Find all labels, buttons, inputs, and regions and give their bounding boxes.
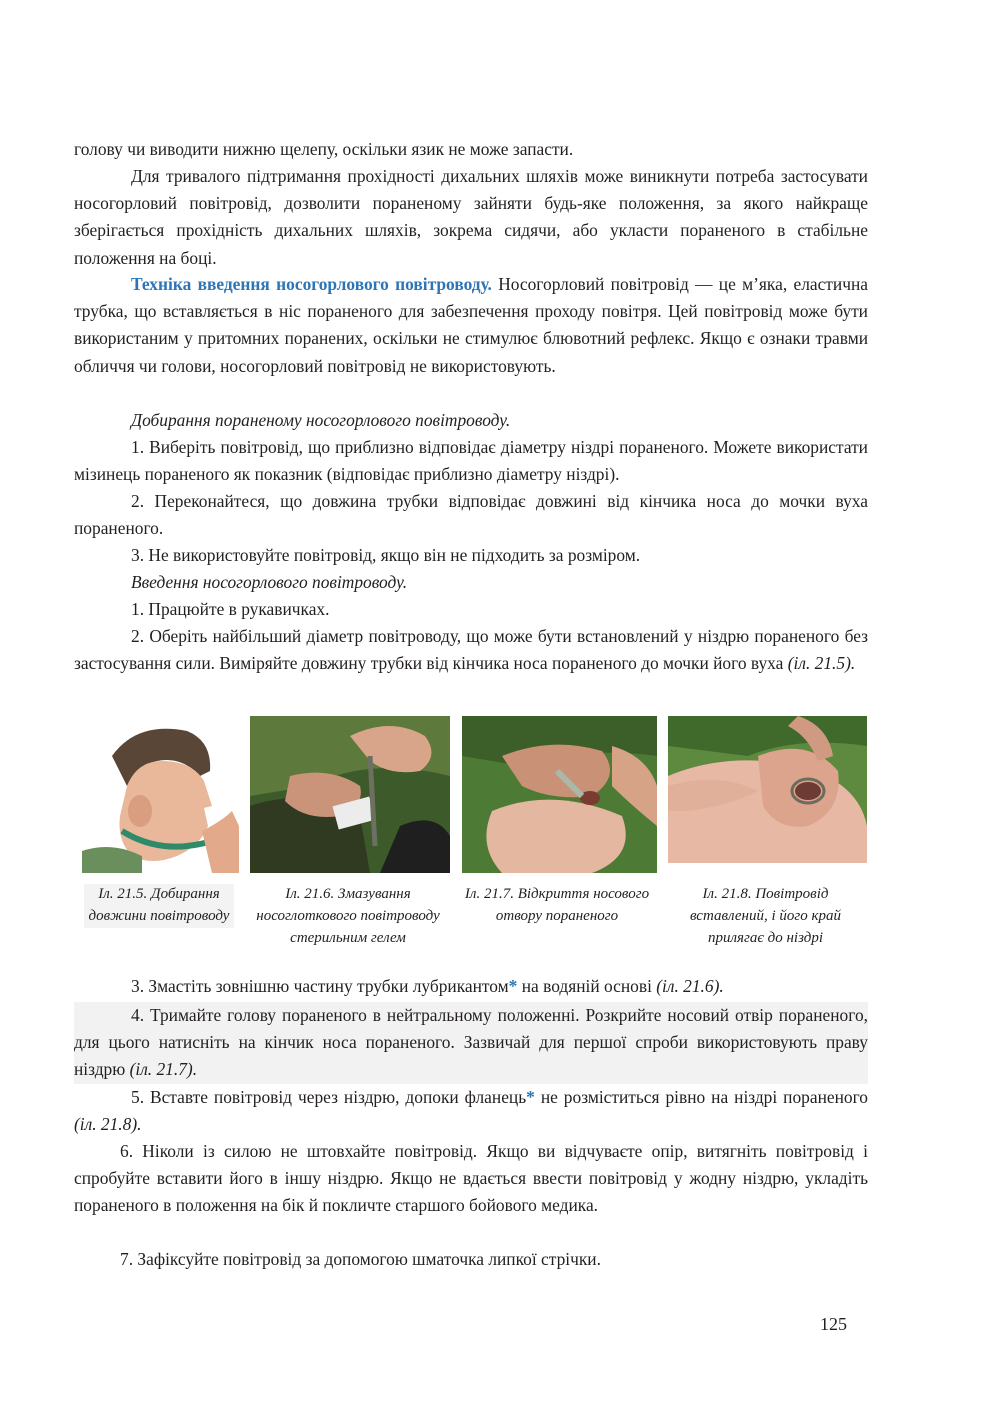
step-insertion-3: [74, 973, 868, 1000]
step-insertion-5: [74, 1084, 868, 1138]
figure-21-8: [668, 716, 867, 946]
figure-21-5: [82, 716, 239, 924]
photo-opening-nostril: [462, 716, 657, 873]
photo-measuring-airway: [82, 716, 239, 873]
figure-21-6: [250, 716, 450, 946]
photo-lubricating-airway: [250, 716, 450, 873]
step-insertion-7: 7. Зафіксуйте повітровід за допомогою шматочка липкої стрічки.: [120, 1249, 601, 1269]
step-insertion-4: [74, 1002, 868, 1084]
step-insertion-5-text: 5. Вставте повітровід через ніздрю, допоки фланець: [131, 1087, 527, 1107]
page-number: 125: [820, 1314, 847, 1334]
step-insertion-3-text-2: на водяній основі: [517, 976, 657, 996]
step-selection-2: 2. Переконайтеся, що довжина трубки відповідає довжині від кінчика носа до мочки вуха пораненого.: [74, 491, 868, 539]
subheading-selection: Добирання пораненому носогорлового повітроводу.: [131, 410, 511, 430]
paragraph-2: Для тривалого підтримання прохідності дихальних шляхів може виникнути потреба застосувати носогорловий повітровід, дозволити пораненому зайняти будь-яке положення, за якого найкраще зберігається прохідність дихальних шляхів, зокрема сидячи, або укласти пораненого в стабільне положення на боці.: [74, 166, 868, 268]
figure-reference: (іл. 21.6).: [656, 976, 724, 996]
section-heading-body: Носогорловий повітровід — це м’яка, еластична трубка, що вставляється в ніс пораненого для забезпечення проходу повітря. Цей повітровід може бути використаним у притомних поранених, оскільки не стимулює блювотний рефлекс. Якщо є ознаки травми обличчя чи голови, носогорловий повітровід не використовують.: [74, 274, 868, 376]
figure-caption: Іл. 21.8. Повітровід вставлений, і його край прилягає до ніздрі: [689, 886, 842, 946]
paragraph-1: голову чи виводити нижню щелепу, оскільки язик не може запасти.: [74, 139, 574, 159]
step-selection-3: 3. Не використовуйте повітровід, якщо він не підходить за розміром.: [131, 545, 641, 565]
step-insertion-6: 6. Ніколи із силою не штовхайте повітровід. Якщо ви відчуваєте опір, витягніть повітровід і спробуйте вставити його в іншу ніздрю. Якщо не вдається ввести повітровід у жодну ніздрю, укладіть пораненого в положення на бік й покличте старшого бойового медика.: [74, 1141, 868, 1216]
step-selection-1: 1. Виберіть повітровід, що приблизно відповідає діаметру ніздрі пораненого. Можете використати мізинець пораненого як показник (відповідає приблизно діаметру ніздрі).: [74, 437, 868, 485]
step-insertion-4-text: 4. Тримайте голову пораненого в нейтральному положенні. Розкрийте носовий отвір пораненого, для цього натисніть на кінчик носа пораненого. Зазвичай для першої спроби використовують праву ніздрю: [74, 1005, 868, 1080]
footnote-marker: *: [508, 976, 518, 996]
photo-airway-inserted: [668, 716, 867, 863]
subheading-insertion: Введення носогорлового повітроводу.: [131, 572, 408, 592]
figure-row: [74, 716, 868, 956]
section-heading: Техніка введення носогорлового повітроводу.: [131, 274, 492, 294]
step-insertion-1: 1. Працюйте в рукавичках.: [131, 599, 330, 619]
figure-reference: (іл. 21.7).: [129, 1059, 198, 1080]
figure-caption: Іл. 21.6. Змазування носоглоткового повітроводу стерильним гелем: [256, 886, 440, 946]
footnote-marker: *: [526, 1087, 535, 1107]
figure-21-7: [462, 716, 657, 924]
step-insertion-2: [74, 623, 868, 677]
step-insertion-3-text: 3. Змастіть зовнішню частину трубки лубрикантом: [131, 976, 509, 996]
figure-caption: Іл. 21.5. Добирання довжини повітроводу: [84, 884, 234, 928]
figure-caption: Іл. 21.7. Відкриття носового отвору пораненого: [464, 886, 650, 924]
paragraph-technique: [74, 271, 868, 380]
figure-reference: (іл. 21.5).: [787, 653, 856, 674]
step-insertion-2-text: 2. Оберіть найбільший діаметр повітроводу, що може бути встановлений у ніздрю пораненого без застосування сили. Виміряйте довжину трубки від кінчика носа пораненого до мочки його вуха: [74, 626, 868, 674]
step-insertion-5-text-2: не розміститься рівно на ніздрі пораненого: [534, 1087, 868, 1107]
figure-reference: (іл. 21.8).: [74, 1114, 142, 1135]
